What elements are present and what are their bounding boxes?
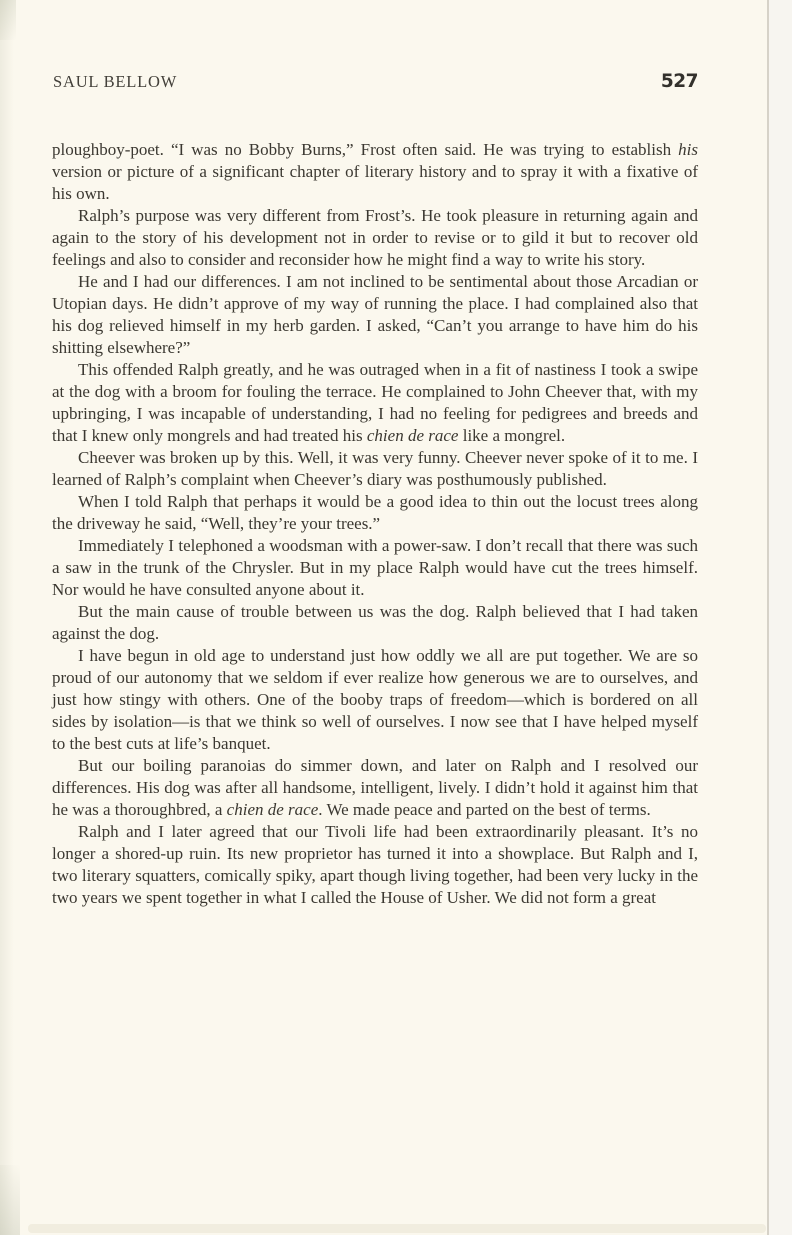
scan-edge-right-line: [767, 0, 769, 1235]
text-run: like a mongrel.: [458, 426, 566, 445]
text-run: I have begun in old age to understand just how oddly we all are put together. We are so proud of our autonomy that we seldom if ever realize how generous we are to ourselves, and just how stingy with others. One of the booby traps of freedom—which is bordered on all sides by isolation—is that we think so well of ourselves. I now see that I have helped myself to the best cuts at life’s banquet.: [52, 646, 698, 753]
scan-corner-bottom-left: [0, 1165, 20, 1235]
paragraph: [52, 821, 698, 909]
text-run: ploughboy-poet. “I was no Bobby Burns,” Frost often said. He was trying to establish: [52, 140, 679, 159]
paragraph: [52, 645, 698, 755]
italic-phrase: his: [678, 140, 698, 159]
text-run: This offended Ralph greatly, and he was outraged when in a fit of nastiness I took a swipe at the dog with a broom for fouling the terrace. He complained to John Cheever that, with my upbringing, I was incapable of understanding, I had no feeling for pedigrees and breeds and that I knew only mongrels and had treated his: [52, 360, 698, 445]
text-run: Immediately I telephoned a woodsman with a power-saw. I don’t recall that there was such a saw in the trunk of the Chrysler. But in my place Ralph would have cut the trees himself. Nor would he have consulted anyone about it.: [52, 536, 698, 599]
paragraph: [52, 359, 698, 447]
scan-corner-top-left: [0, 0, 16, 40]
paragraph: [52, 601, 698, 645]
scan-edge-bottom-band: [28, 1224, 766, 1233]
paragraph: [52, 491, 698, 535]
text-run: Ralph and I later agreed that our Tivoli life had been extraordinarily pleasant. It’s no longer a shored-up ruin. Its new proprietor has turned it into a showplace. But Ralph and I, two literary squatters, comically spiky, apart though living together, had been very lucky in the two years we spent together in what I called the House of Usher. We did not form a great: [52, 822, 698, 907]
text-run: But the main cause of trouble between us was the dog. Ralph believed that I had taken against the dog.: [52, 602, 698, 643]
page-number: 527: [660, 71, 698, 92]
scan-edge-left-shade: [0, 0, 14, 1235]
running-head-author: SAUL BELLOW: [53, 72, 178, 91]
text-run: Ralph’s purpose was very different from Frost’s. He took pleasure in returning again and again to the story of his development not in order to revise or to gild it but to recover old feelings and also to consider and reconsider how he might find a way to write his story.: [52, 206, 698, 269]
paragraph: [52, 535, 698, 601]
italic-phrase: chien de race: [366, 426, 459, 445]
paragraph: [52, 447, 698, 491]
running-head: [53, 71, 698, 92]
text-run: . We made peace and parted on the best of terms.: [318, 800, 651, 819]
paragraph: [52, 271, 698, 359]
page-body: [52, 139, 698, 909]
paragraph: [52, 205, 698, 271]
text-run: When I told Ralph that perhaps it would be a good idea to thin out the locust trees along the driveway he said, “Well, they’re your trees.”: [52, 492, 698, 533]
scan-edge-right-strip: [769, 0, 792, 1235]
text-run: Cheever was broken up by this. Well, it was very funny. Cheever never spoke of it to me. I learned of Ralph’s complaint when Cheever’s diary was posthumously published.: [52, 448, 698, 489]
italic-phrase: chien de race: [226, 800, 319, 819]
paragraph: [52, 755, 698, 821]
paragraph: [52, 139, 698, 205]
text-run: He and I had our differences. I am not inclined to be sentimental about those Arcadian or Utopian days. He didn’t approve of my way of running the place. I had complained also that his dog relieved himself in my herb garden. I asked, “Can’t you arrange to have him do his shitting elsewhere?”: [52, 272, 698, 357]
text-run: But our boiling paranoias do simmer down, and later on Ralph and I resolved our differences. His dog was after all handsome, intelligent, lively. I didn’t hold it against him that he was a thoroughbred, a: [52, 756, 698, 819]
text-run: version or picture of a significant chapter of literary history and to spray it with a fixative of his own.: [52, 162, 698, 203]
